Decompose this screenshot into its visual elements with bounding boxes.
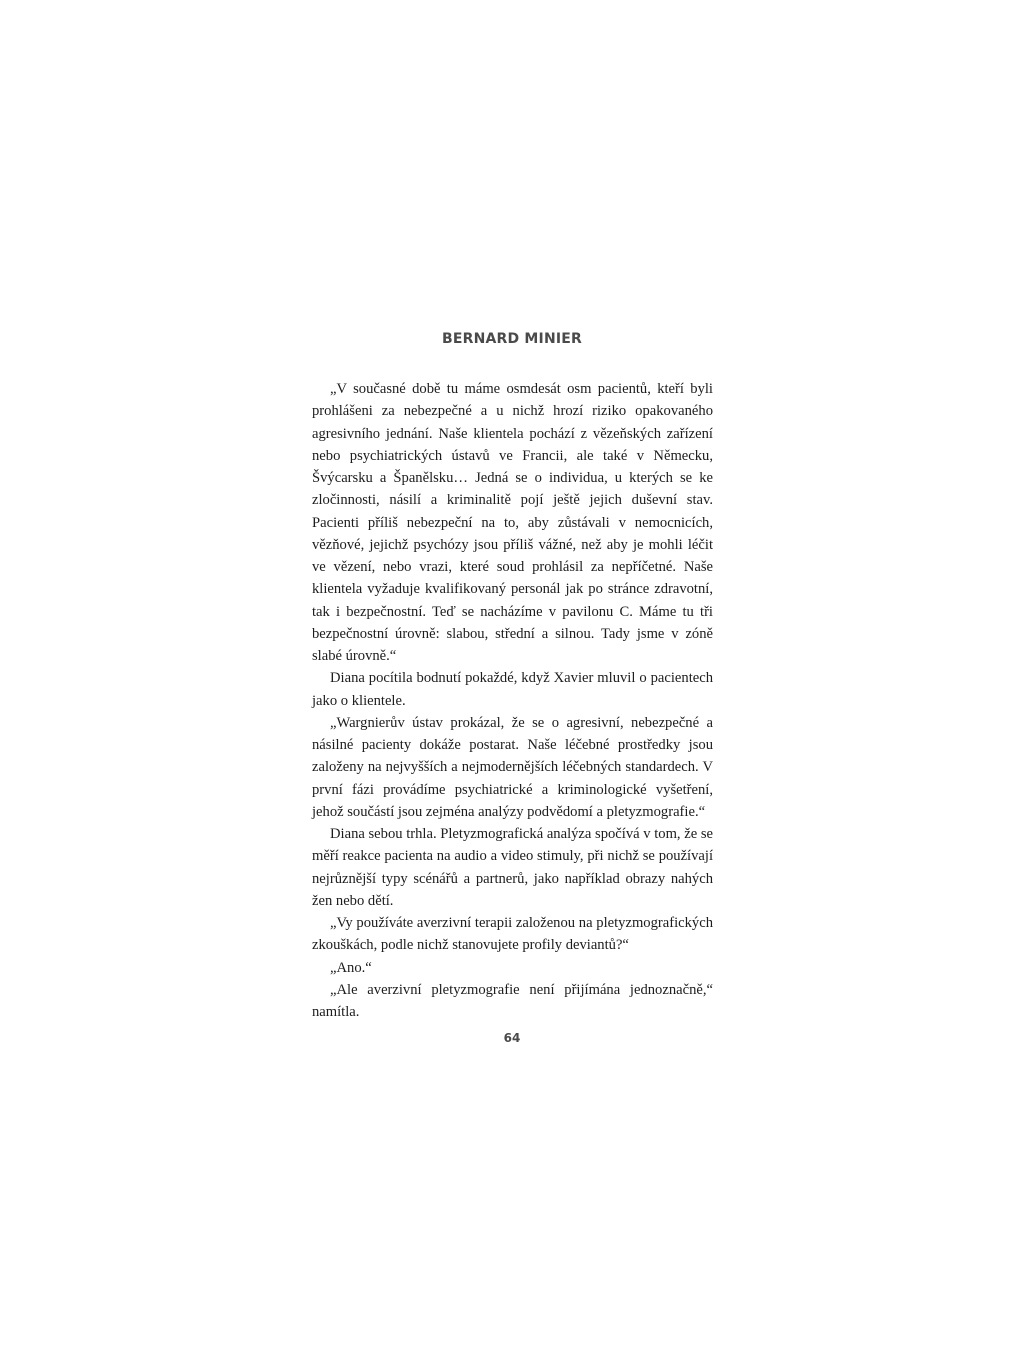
paragraph-5: „Vy používáte averzivní terapii založenou na pletyzmografických zkouškách, podle nichž stanovujete profily deviantů?“	[312, 915, 713, 954]
paragraph-7: „Ale averzivní pletyzmografie není přijímána jednoznačně,“ namítla.	[312, 981, 713, 1020]
paragraph-4: Diana sebou trhla. Pletyzmografická analýza spočívá v tom, že se měří reakce pacienta na audio a video stimuly, při nichž se používají nejrůznější typy scénářů a partnerů, jako například obrazy nahých žen nebo dětí.	[312, 826, 713, 909]
running-head-author: BERNARD MINIER	[441, 331, 583, 347]
paragraph-1: „V současné době tu máme osmdesát osm pacientů, kteří byli prohlášeni za nebezpečné a u nichž hrozí riziko opakovaného agresivního jednání. Naše klientela pochází z vězeňských zařízení nebo psychiatrických ústavů ve Francii, ale také v Německu, Švýcarsku a Španělsku… Jedná se o individua, u kterých se ke zločinnosti, násilí a kriminalitě pojí ještě jejich duševní stav. Pacienti příliš nebezpeční na to, aby zůstávali v nemocnicích, vězňové, jejichž psychózy jsou příliš vážné, než aby je mohli léčit ve vězení, nebo vrazi, které soud prohlásil za nepříčetné. Naše klientela vyžaduje kvalifikovaný personál jak po stránce zdravotní, tak i bezpečnostní. Teď se nacházíme v pavilonu C. Máme tu tři bezpečnostní úrovně: slabou, střední a silnou. Tady jsme v zóně slabé úrovně.“	[312, 381, 713, 664]
paragraph-6: „Ano.“	[330, 959, 372, 976]
page-number: 64	[503, 1031, 521, 1045]
paragraph-2: Diana pocítila bodnutí pokaždé, když Xavier mluvil o pacientech jako o klientele.	[312, 670, 713, 709]
body-text	[312, 378, 713, 1023]
paragraph-3: „Wargnierův ústav prokázal, že se o agresivní, nebezpečné a násilné pacienty dokáže postarat. Naše léčebné prostředky jsou založeny na nejvyšších a nejmodernějších léčebných standardech. V první fázi provádíme psychiatrické a kriminologické vyšetření, jehož součástí jsou zejména analýzy podvědomí a pletyzmografie.“	[312, 714, 713, 820]
